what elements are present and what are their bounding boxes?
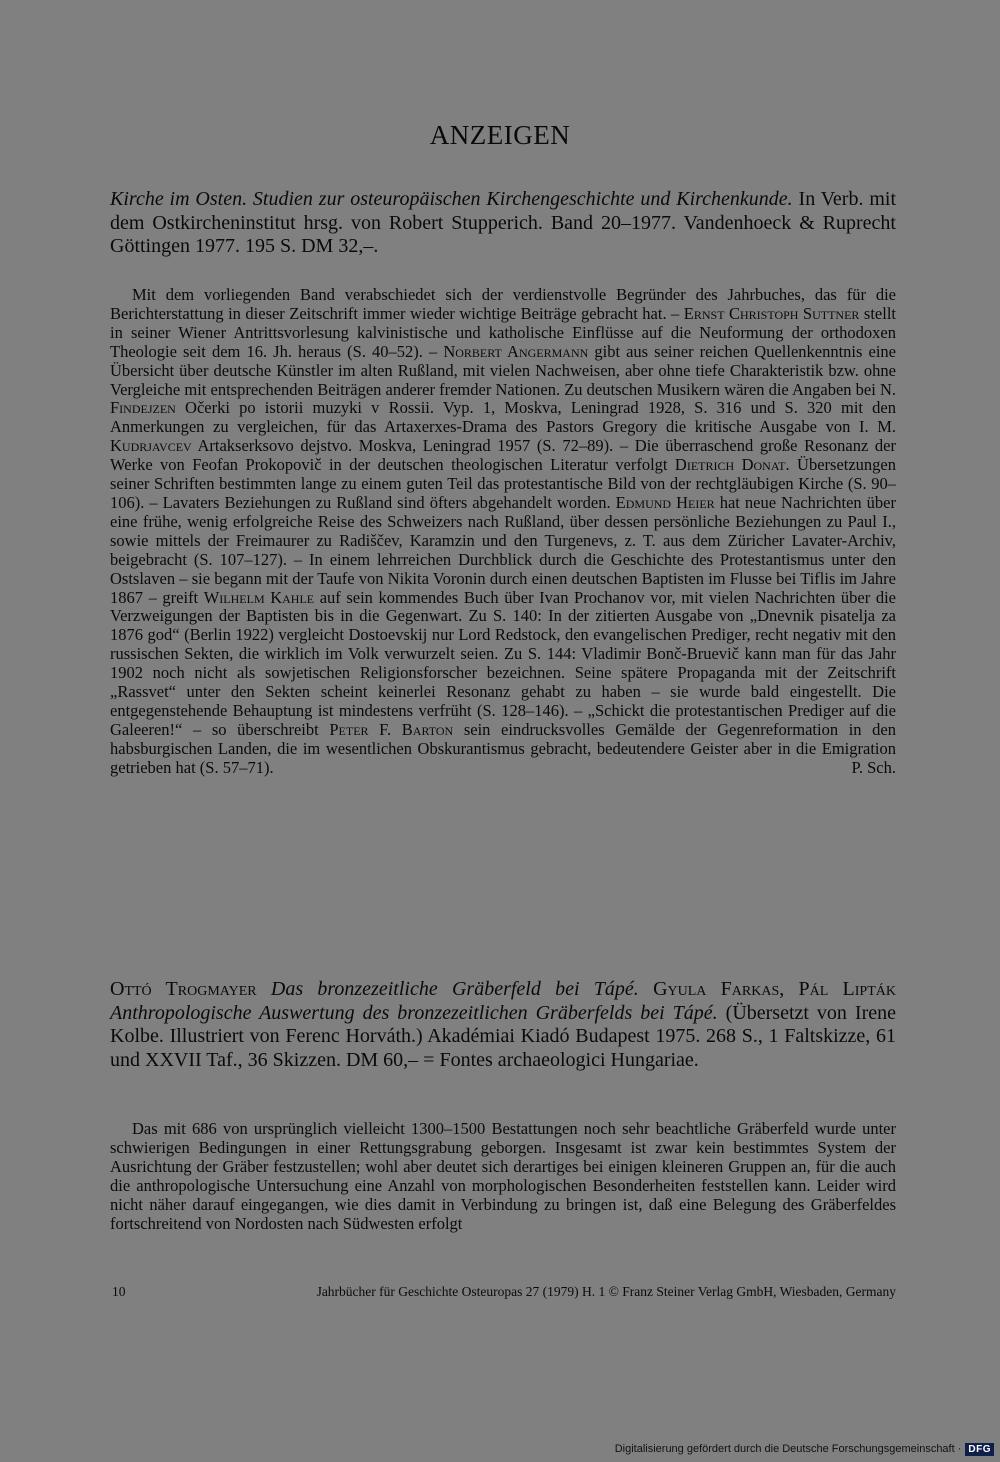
text-run: sein eindrucksvolles Gemälde der Gegenreformation in den habsburgischen Landen, die im wesentlichen Obskurantismus gebracht, bedeutendere Geister aber in die Emigration getrieben hat (S. 57–71). bbox=[110, 719, 897, 777]
author-name: Ernst Christoph Suttner bbox=[683, 303, 860, 323]
funding-bar bbox=[615, 1440, 994, 1458]
author-name: Gyula Farkas, Pál Lipták bbox=[653, 978, 896, 1000]
text-run: (Übersetzt von Irene Kolbe. Illustriert von Ferenc Horváth.) Akadémiai Kiadó Budapest 1975. 268 S., 1 Faltskizze, 61 und XXVII Taf., 36 Skizzen. DM 60,– = Fontes archaeologici Hungariae. bbox=[110, 1001, 896, 1071]
page-footer bbox=[112, 1284, 896, 1300]
author-name: Dietrich Donat bbox=[674, 455, 786, 475]
text-run: . Übersetzungen seiner Schriften bestimmten lange zu einem guten Teil das protestantische Bild von der rechtgläubigen Kirche (S. 90–106). – Lavaters Beziehungen zu Rußland sind öfters abgehandelt worden. bbox=[110, 455, 897, 512]
author-name: Edmund Heier bbox=[615, 492, 715, 512]
text-run: stellt in seiner Wiener Antrittsvorlesung kalvinistische und katholische Einflüsse auf die Neuformung der orthodoxen Theologie seit dem 16. Jh. heraus (S. 40–52). – bbox=[110, 303, 896, 361]
review1-citation-details: In Verb. mit dem Ostkircheninstitut hrsg. von Robert Stupperich. Band 20–1977. Vandenhoeck & Ruprecht Göttingen 1977. 195 S. DM 32,–. bbox=[110, 188, 896, 257]
author-name: Kudrjavcev bbox=[110, 436, 192, 456]
review2-body bbox=[110, 1120, 896, 1233]
text-run: hat neue Nachrichten über eine frühe, wenig erfolgreiche Reise des Schweizers nach Rußland, über dessen persönliche Beziehungen zu Paul I., sowie mittels der Freimaurer zu Radiščev, Karamzin und den Turgenevs, z. T. aus dem Züricher Lavater-Archiv, beigebracht (S. 107–127). – In einem lehrreichen Durchblick durch die Geschichte des Protestantismus unter den Ostslaven – sie begann mit der Taufe von Nikita Voronin durch einen deutschen Baptisten im Flusse bei Tiflis im Jahre 1867 – greift bbox=[110, 492, 897, 607]
text-run bbox=[257, 978, 271, 1000]
reviewer-signature: P. Sch. bbox=[851, 757, 896, 777]
author-name: Wilhelm Kahle bbox=[203, 587, 315, 607]
funding-text: Digitalisierung gefördert durch die Deutsche Forschungsgemeinschaft · bbox=[614, 1443, 962, 1455]
page-number: 10 bbox=[112, 1284, 126, 1299]
review1-paragraph bbox=[110, 286, 896, 778]
review1-body bbox=[110, 286, 896, 778]
page-heading: ANZEIGEN bbox=[429, 120, 571, 150]
work-title: Das bronzezeitliche Gräberfeld bei Tápé. bbox=[270, 978, 639, 1000]
text-run: Mit dem vorliegenden Band verabschiedet sich der verdienstvolle Begründer des Jahrbuches, das für die Berichterstattung in dieser Zeitschrift immer wieder wichtige Beiträge gebracht hat. – bbox=[110, 285, 896, 323]
text-run: auf sein kommendes Buch über Ivan Prochanov vor, mit vielen Nachrichten über die Verzweigungen der Baptisten bis in die Gegenwart. Zu S. 140: In der zitierten Ausgabe von „Dnevnik pisatelja za 1876 god“ (Berlin 1922) vergleicht Dostoevskij nur Lord Redstock, den evangelischen Prediger, recht negativ mit den russischen Sekten, die wirklich im Volk verwurzelt seien. Zu S. 144: Vladimir Bonč-Bruevič kann man für das Jahr 1902 noch nicht als sowjetischen Religionsforscher bezeichnen. Seine spätere Propaganda mit der Zeitschrift „Rassvet“ unter den Sekten scheint keinerlei Resonanz gehabt zu haben – sie wurde bald eingestellt. Die entgegenstehende Behauptung ist mindestens verfrüht (S. 128–146). – „Schickt die protestantischen Prediger auf die Galeeren!“ – so überschreibt bbox=[110, 587, 896, 739]
text-run: gibt aus seiner reichen Quellenkenntnis eine Übersicht über deutsche Künstler im alten Rußland, mit vielen Nachweisen, aber ohne tiefe Charakteristik bzw. ohne Vergleiche mit entsprechenden Beiträgen anderer fremder Nationen. Zu deutschen Musikern wären die Angaben bei N. bbox=[110, 341, 896, 399]
journal-line: Jahrbücher für Geschichte Osteuropas 27 (1979) H. 1 © Franz Steiner Verlag GmbH, Wiesbaden, Germany bbox=[316, 1284, 896, 1299]
review1-citation-title: Kirche im Osten. Studien zur osteuropäischen Kirchengeschichte und Kirchenkunde. bbox=[110, 188, 793, 210]
text-run bbox=[639, 978, 653, 1000]
author-name: Norbert Angermann bbox=[443, 341, 589, 361]
review1-citation bbox=[110, 188, 896, 259]
author-name: Findejzen bbox=[110, 398, 176, 418]
author-name: Ottó Trogmayer bbox=[110, 978, 257, 1000]
dfg-logo-icon: DFG bbox=[965, 1443, 994, 1456]
review2-citation bbox=[110, 978, 896, 1072]
review2-citation-text bbox=[110, 978, 896, 1072]
work-title: Anthropologische Auswertung des bronzezeitlichen Gräberfelds bei Tápé. bbox=[110, 1001, 718, 1024]
text-run: Očerki po istorii muzyki v Rossii. Vyp. 1, Moskva, Leningrad 1928, S. 316 und S. 320 mit den Anmerkungen zu vergleichen, für das Artaxerxes-Drama des Pastors Gregory die kritische Ausgabe von I. M. bbox=[110, 398, 896, 437]
review2-paragraph: Das mit 686 von ursprünglich vielleicht 1300–1500 Bestattungen noch sehr beachtliche Gräberfeld wurde unter schwierigen Bedingungen in einer Rettungsgrabung geborgen. Insgesamt ist zwar kein bestimmtes System der Ausrichtung der Gräber festzustellen; wohl aber deutet sich derartiges bei einigen kleineren Gruppen an, für die auch die anthropologische Untersuchung eine Anzahl von morphologischen Besonderheiten feststellen kann. Leider wird nicht näher darauf eingegangen, wie dies damit in Verbindung zu bringen ist, daß eine Belegung des Gräberfeldes fortschreitend von Nordosten nach Südwesten erfolgt bbox=[110, 1119, 896, 1233]
author-name: Peter F. Barton bbox=[329, 719, 454, 739]
text-run: Artakserksovo dejstvo. Moskva, Leningrad 1957 (S. 72–89). – Die überraschend große Resonanz der Werke von Feofan Prokopovič in der deutschen theologischen Literatur verfolgt bbox=[110, 436, 896, 475]
